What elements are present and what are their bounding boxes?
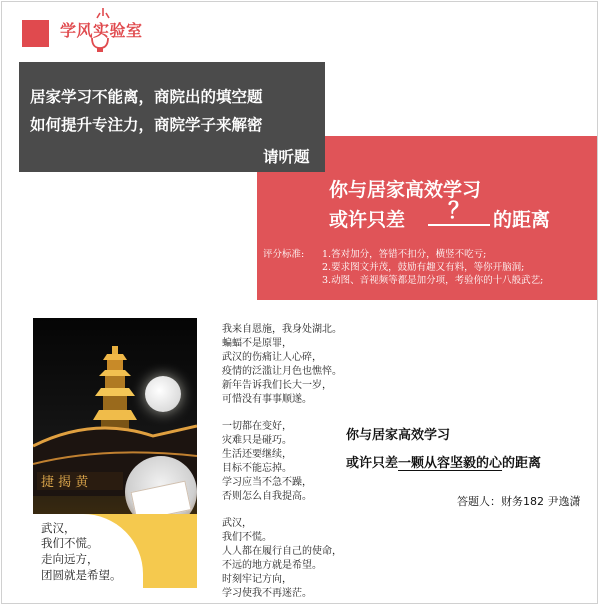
answer-line-2 bbox=[346, 452, 541, 471]
answer-line-2-suffix: 的距离 bbox=[502, 456, 542, 471]
photo-card-line: 走向远方， bbox=[41, 552, 99, 566]
poem-line: 武汉， bbox=[222, 518, 252, 529]
poem-line: 目标不能忘掉。 bbox=[222, 463, 292, 474]
poem-line: 可惜没有事事顺遂。 bbox=[222, 394, 312, 405]
svg-text:捷 揭 黄: 捷 揭 黄 bbox=[41, 475, 89, 490]
headline-line-1: 居家学习不能离，商院出的填空题 bbox=[30, 88, 263, 106]
scoring-label: 评分标准: bbox=[263, 249, 305, 260]
question-line-2-prefix: 或许只差 bbox=[329, 209, 406, 231]
poem-line: 一切都在变好， bbox=[222, 421, 292, 432]
poem-line: 我来自恩施，我身处湖北。 bbox=[222, 324, 342, 335]
lightbulb-icon bbox=[88, 36, 112, 54]
scoring-item: 1.答对加分，答错不扣分，横竖不吃亏; bbox=[322, 249, 487, 260]
poem-line: 我们不慌。 bbox=[222, 532, 272, 543]
question-tag: 请听题 bbox=[263, 148, 310, 166]
answer-fill-in: 一颗从容坚毅的心 bbox=[398, 456, 503, 471]
photo-card-line: 武汉， bbox=[41, 521, 76, 535]
question-blank: ？ bbox=[428, 200, 490, 226]
poem-line: 否则怎么自我提高。 bbox=[222, 491, 312, 502]
poem-line: 疫情的泛滥让月色也憔悴。 bbox=[222, 366, 342, 377]
poem-line: 灾难只是碰巧。 bbox=[222, 435, 292, 446]
poem-line: 学习应当不急不躁， bbox=[222, 477, 312, 488]
poem-line: 时刻牢记方向， bbox=[222, 574, 292, 585]
question-line-1: 你与居家高效学习 bbox=[329, 179, 482, 201]
photo-card-line: 我们不慌。 bbox=[41, 536, 99, 550]
respondent: 答题人：财务182 尹逸潇 bbox=[457, 495, 581, 508]
answer-line-1: 你与居家高效学习 bbox=[346, 428, 451, 443]
answer-line-2-prefix: 或许只差 bbox=[346, 456, 399, 471]
poem-line: 武汉的伤痛让人心碎， bbox=[222, 352, 322, 363]
logo-text: 学风实验室 bbox=[60, 21, 143, 40]
scoring-item: 2.要求图文并茂，鼓励有趣又有料，等你开脑洞; bbox=[322, 262, 525, 273]
photo-card-line: 团圆就是希望。 bbox=[41, 568, 122, 582]
poem-line: 生活还要继续， bbox=[222, 449, 292, 460]
poem-line: 新年告诉我们长大一岁， bbox=[222, 380, 332, 391]
scoring-item: 3.动图、音视频等都是加分项，考验你的十八般武艺; bbox=[322, 275, 544, 286]
poem-line: 学习使我不再迷茫。 bbox=[222, 588, 312, 599]
poem-line: 不远的地方就是希望。 bbox=[222, 560, 322, 571]
question-line-2-suffix: 的距离 bbox=[493, 209, 551, 231]
poem-line: 蝙蝠不是原罪， bbox=[222, 338, 292, 349]
poem-line: 人人都在履行自己的使命， bbox=[222, 546, 342, 557]
headline-line-2: 如何提升专注力，商院学子来解密 bbox=[30, 116, 263, 134]
logo-square bbox=[22, 20, 49, 47]
